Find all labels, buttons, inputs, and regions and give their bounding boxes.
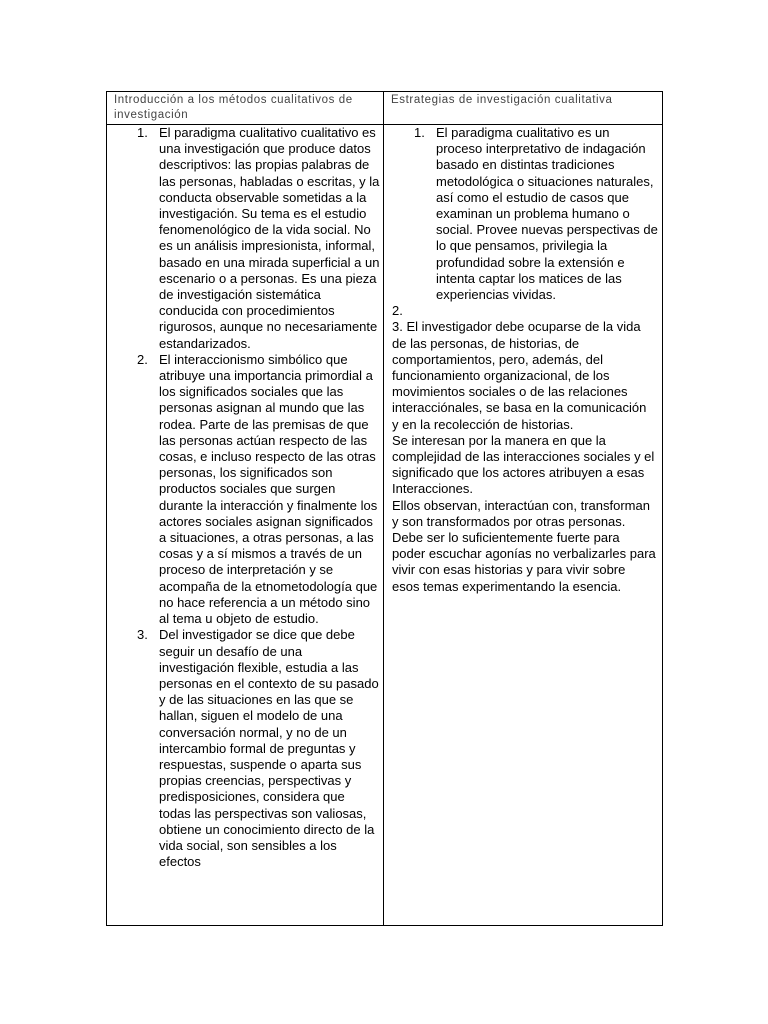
comparison-table	[106, 91, 663, 926]
right-paragraph: 3. El investigador debe ocuparse de la vida de las personas, de historias, de comportamientos, pero, además, del funcionamiento organizacional, de los movimientos sociales o de las relaciones interacciónales, se basa en la comunicación y en la recolección de historias.	[392, 319, 647, 432]
header-left: Introducción a los métodos cualitativos de investigación	[114, 94, 353, 121]
left-column-cell	[107, 125, 383, 925]
left-list-item-2	[107, 352, 383, 627]
left-item-number: 3.	[137, 627, 148, 643]
left-numbered-list	[107, 125, 383, 870]
right-paragraph: 2.	[392, 303, 403, 319]
header-right: Estrategias de investigación cualitativa	[391, 94, 613, 106]
right-item-number: 1.	[414, 125, 425, 140]
right-paragraphs	[384, 303, 662, 595]
left-list-item-3	[107, 627, 383, 870]
right-paragraph: Debe ser lo suficientemente fuerte para poder escuchar agonías no verbalizarles para vivir con esas historias y para vivir sobre esos temas experimentando la esencia.	[392, 530, 656, 594]
left-list-item-1	[107, 125, 383, 352]
right-numbered-list	[384, 125, 662, 303]
right-paragraph: Ellos observan, interactúan con, transforman y son transformados por otras personas.	[392, 497, 650, 529]
left-item-text: Del investigador se dice que debe seguir un desafío de una investigación flexible, estudia a las personas en el contexto de su pasado y de las situaciones en las que se hallan, siguen el modelo de una conversación normal, y no de un intercambio formal de preguntas y respuestas, suspende o aparta sus propias creencias, perspectivas y predisposiciones, considera que todas las perspectivas son valiosas, obtiene un conocimiento directo de la vida social, son sensibles a los efectos	[159, 627, 379, 870]
right-item-text: El paradigma cualitativo es un proceso interpretativo de indagación basado en distintas tradiciones metodológica o situaciones naturales, así como el estudio de casos que examinan un problema humano o social. Provee nuevas perspectivas de lo que pensamos, privilegia la profundidad sobre la extensión e intenta captar los matices de las experiencias vividas.	[436, 125, 658, 303]
left-item-number: 1.	[137, 125, 148, 140]
left-item-text: El paradigma cualitativo cualitativo es una investigación que produce datos descriptivos: las propias palabras de las personas, habladas o escritas, y la conducta observable sometidas a la investigación. Su tema es el estudio fenomenológico de la vida social. No es un análisis impresionista, informal, basado en una mirada superficial a un escenario o a personas. Es una pieza de investigación sistemática conducida con procedimientos rigurosos, aunque no necesariamente estandarizados.	[159, 125, 380, 351]
right-column-cell	[384, 125, 662, 925]
right-paragraph: Se interesan por la manera en que la complejidad de las interacciones sociales y el significado que los actores atribuyen a esas	[392, 432, 655, 481]
right-list-item-1	[384, 125, 662, 303]
left-item-number: 2.	[137, 351, 148, 367]
left-item-text: El interaccionismo simbólico que atribuye una importancia primordial a los significados sociales que las personas asignan al mundo que las rodea. Parte de las premisas de que las personas actúan respecto de las cosas, e incluso respecto de las otras personas, los significados son productos sociales que surgen durante la interacción y finalmente los actores sociales asignan significados a situaciones, a otras personas, a las cosas y a sí mismos a través de un proceso de interpretación y se acompaña de la etnometodología que no hace referencia a un método sino al tema u objeto de estudio.	[159, 351, 378, 627]
right-paragraph: Interacciones.	[392, 481, 473, 497]
